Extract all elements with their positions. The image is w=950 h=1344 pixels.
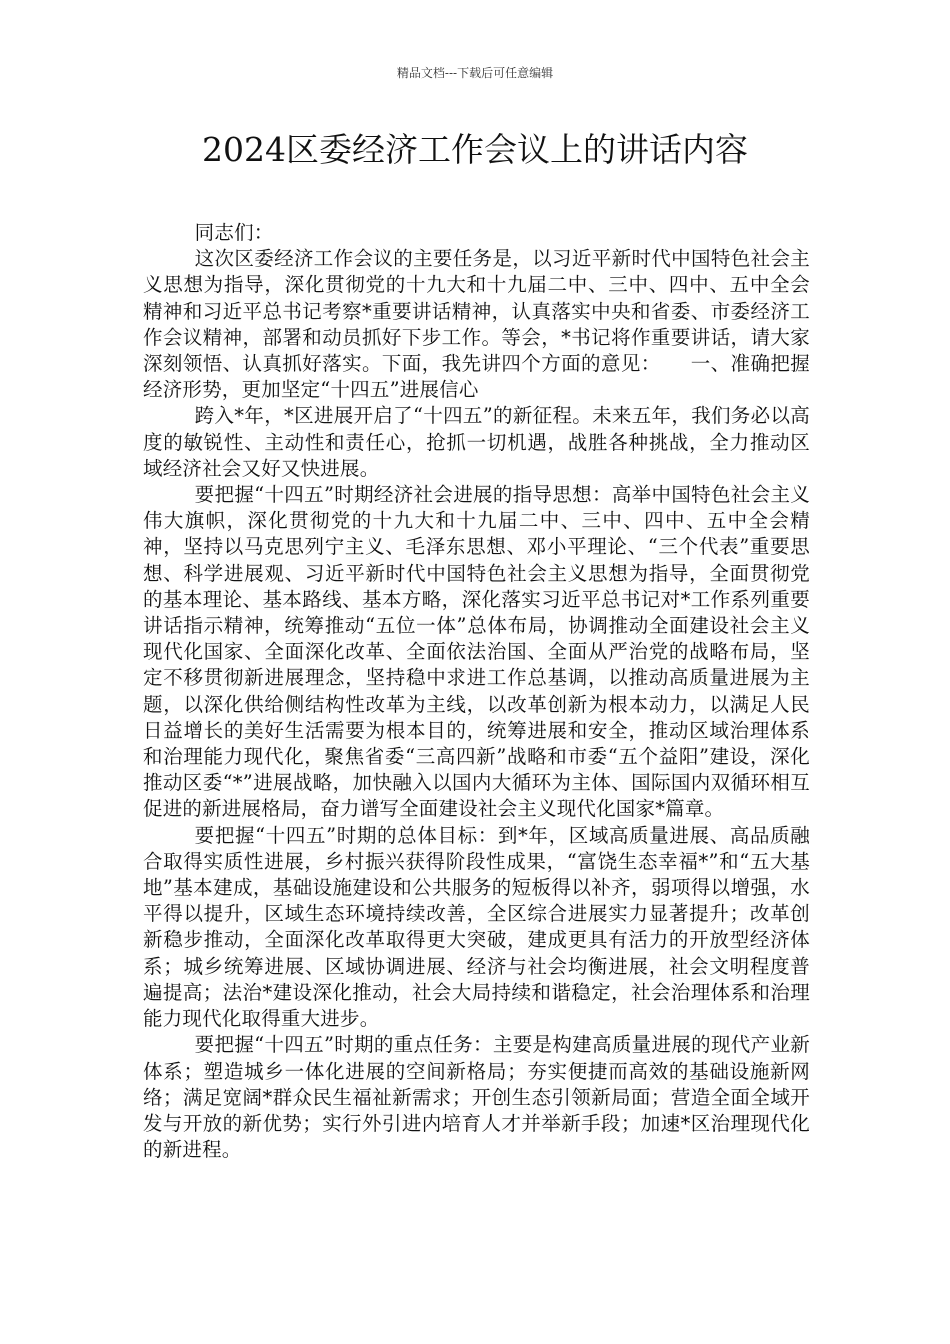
body-paragraph: 这次区委经济工作会议的主要任务是，以习近平新时代中国特色社会主义思想为指导，深化贯彻党的十九大和十九届二中、三中、四中、五中全会精神和习近平总书记考察*重要讲话精神，认真落实中央和省委、市委经济工作会议精神，部署和动员抓好下步工作。等会，*书记将作重要讲话，请大家深刻领悟、认真抓好落实。下面，我先讲四个方面的意见： 一、准确把握经济形势，更加坚定“十四五”进展信心 (143, 247, 810, 402)
body-paragraph: 要把握“十四五”时期的总体目标：到*年，区域高质量进展、高品质融合取得实质性进展，乡村振兴获得阶段性成果，“富饶生态幸福*”和“五大基地”基本建成，基础设施建设和公共服务的短板得以补齐，弱项得以增强，水平得以提升，区域生态环境持续改善，全区综合进展实力显著提升；改革创新稳步推动，全面深化改革取得更大突破，建成更具有活力的开放型经济体系；城乡统筹进展、区域协调进展、经济与社会均衡进展，社会文明程度普遍提高；法治*建设深化推动，社会大局持续和谐稳定，社会治理体系和治理能力现代化取得重大进步。 (143, 823, 810, 1031)
document-title: 2024区委经济工作会议上的讲话内容 (202, 130, 748, 169)
greeting-paragraph: 同志们： (194, 221, 274, 244)
header-note: 精品文档---下载后可任意编辑 (396, 66, 554, 80)
body-paragraph: 要把握“十四五”时期经济社会进展的指导思想：高举中国特色社会主义伟大旗帜，深化贯彻党的十九大和十九届二中、三中、四中、五中全会精神，坚持以马克思列宁主义、毛泽东思想、邓小平理论、“三个代表”重要思想、科学进展观、习近平新时代中国特色社会主义思想为指导，全面贯彻党的基本理论、基本路线、基本方略，深化落实习近平总书记对*工作系列重要讲话指示精神，统筹推动“五位一体”总体布局，协调推动全面建设社会主义现代化国家、全面深化改革、全面依法治国、全面从严治党的战略布局，坚定不移贯彻新进展理念，坚持稳中求进工作总基调，以推动高质量进展为主题，以深化供给侧结构性改革为主线，以改革创新为根本动力，以满足人民日益增长的美好生活需要为根本目的，统筹进展和安全，推动区域治理体系和治理能力现代化，聚焦省委“三高四新”战略和市委“五个益阳”建设，深化推动区委“*”进展战略，加快融入以国内大循环为主体、国际国内双循环相互促进的新进展格局，奋力谱写全面建设社会主义现代化国家*篇章。 (143, 483, 810, 821)
document-body (143, 220, 810, 1163)
body-paragraph: 跨入*年，*区进展开启了“十四五”的新征程。未来五年，我们务必以高度的敏锐性、主动性和责任心，抢抓一切机遇，战胜各种挑战，全力推动区域经济社会又好又快进展。 (143, 404, 810, 480)
body-paragraph: 要把握“十四五”时期的重点任务：主要是构建高质量进展的现代产业新体系；塑造城乡一体化进展的空间新格局；夯实便捷而高效的基础设施新网络；满足宽阔*群众民生福祉新需求；开创生态引领新局面；营造全面全域开发与开放的新优势；实行外引进内培育人才并举新手段；加速*区治理现代化的新进程。 (143, 1033, 810, 1162)
